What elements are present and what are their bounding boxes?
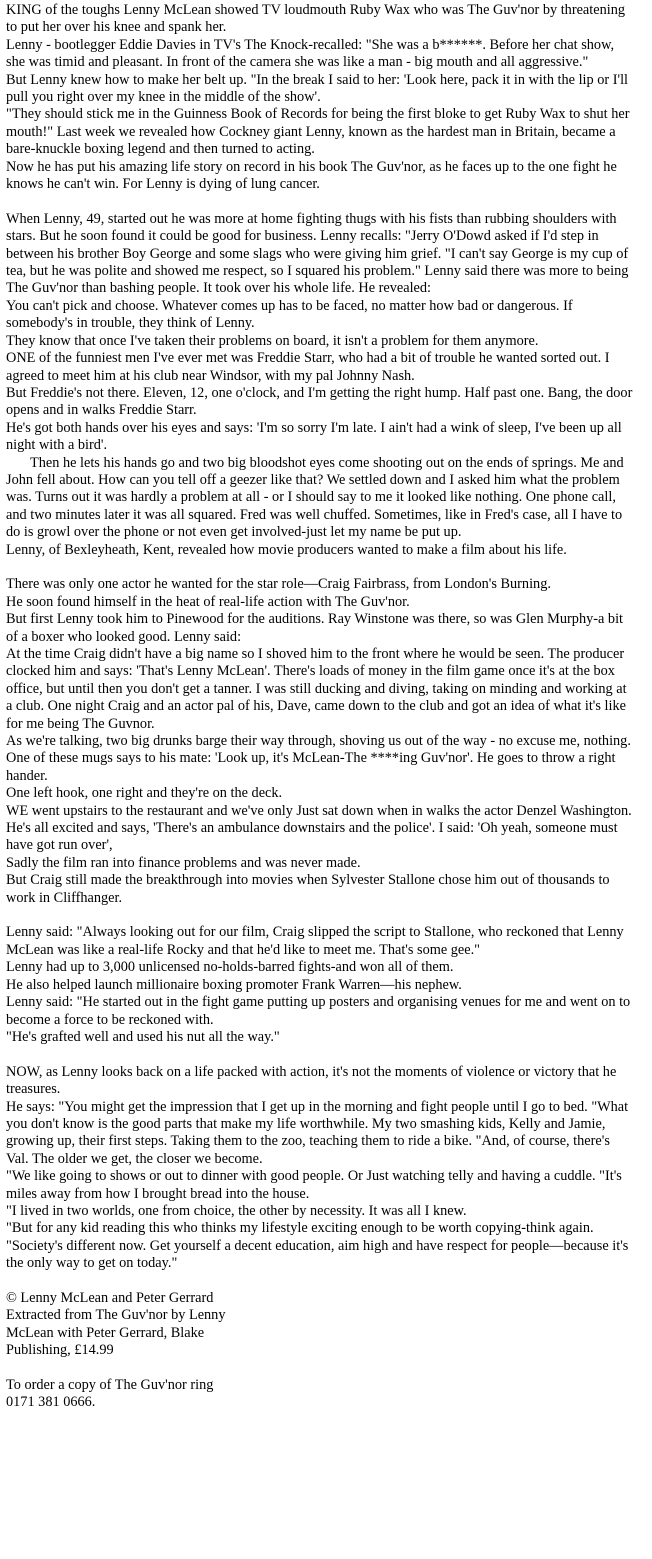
paragraph: But Craig still made the breakthrough into movies when Sylvester Stallone chose him out of thousands to work in Cliffhanger. <box>6 872 610 906</box>
paragraph-spacer <box>6 559 634 576</box>
paragraph: But first Lenny took him to Pinewood for the auditions. Ray Winstone was there, so was Glen Murphy-a bit of a boxer who looked good. Lenny said: <box>6 611 624 645</box>
paragraph: Lenny said: "Always looking out for our film, Craig slipped the script to Stallone, who reckoned that Lenny McLean was like a real-life Rocky and that he'd like to meet me. That's some gee." <box>6 924 624 958</box>
paragraph: "We like going to shows or out to dinner with good people. Or Just watching telly and having a cuddle. "It's miles away from how I brought bread into the house. <box>6 1168 622 1202</box>
paragraph: Sadly the film ran into finance problems and was never made. <box>6 854 361 871</box>
paragraph-spacer <box>6 907 634 924</box>
paragraph: But Freddie's not there. Eleven, 12, one o'clock, and I'm getting the right hump. Half past one. Bang, the door opens and in walks Freddie Starr. <box>6 384 633 419</box>
order-line: 0171 381 0666. <box>6 1394 96 1411</box>
paragraph: "Society's different now. Get yourself a decent education, aim high and have respect for people—because it's the only way to get on today." <box>6 1237 629 1272</box>
paragraph: NOW, as Lenny looks back on a life packed with action, it's not the moments of violence or victory that he treasures. <box>6 1063 617 1098</box>
paragraph: He also helped launch millionaire boxing promoter Frank Warren—his nephew. <box>6 976 462 993</box>
paragraph: Then he lets his hands go and two big bloodshot eyes come shooting out on the ends of springs. Me and John fell about. How can you tell off a geezer like that? We settled down and I asked him what the problem was. Turns out it was hardly a problem at all - or I should say to me it looked like nothing. One phone call, and two minutes later it was all squared. Fred was well chuffed. Sometimes, like in Fred's case, all I have to do is growl over the phone or not even get involved-just let my name be put up. <box>6 454 624 541</box>
extract-line: Publishing, £14.99 <box>6 1342 114 1359</box>
paragraph: He soon found himself in the heat of real-life action with The Guv'nor. <box>6 593 410 610</box>
paragraph: He's all excited and says, 'There's an ambulance downstairs and the police'. I said: 'Oh yeah, someone must have got run over', <box>6 820 618 854</box>
extract-line: McLean with Peter Gerrard, Blake <box>6 1324 205 1341</box>
order-line: To order a copy of The Guv'nor ring <box>6 1377 214 1393</box>
paragraph: There was only one actor he wanted for the star role—Craig Fairbrass, from London's Burning. <box>6 576 551 593</box>
paragraph: Lenny - bootlegger Eddie Davies in TV's The Knock-recalled: "She was a b******. Before her chat show, she was timid and pleasant. In front of the camera she was like a man - big mouth and all aggressive." <box>6 36 615 71</box>
paragraph: ONE of the funniest men I've ever met was Freddie Starr, who had a bit of trouble he wanted sorted out. I agreed to meet him at his club near Windsor, with my pal Johnny Nash. <box>6 350 610 384</box>
article-body <box>6 2 634 1412</box>
paragraph: They know that once I've taken their problems on board, it isn't a problem for them anymore. <box>6 332 539 349</box>
paragraph: Lenny, of Bexleyheath, Kent, revealed how movie producers wanted to make a film about his life. <box>6 541 567 558</box>
paragraph: As we're talking, two big drunks barge their way through, shoving us out of the way - no excuse me, nothing. <box>6 733 631 750</box>
paragraph-spacer <box>6 193 634 210</box>
paragraph: He's got both hands over his eyes and says: 'I'm so sorry I'm late. I ain't had a wink of sleep, I've been up all night with a bird'. <box>6 419 622 454</box>
paragraph: Now he has put his amazing life story on record in his book The Guv'nor, as he faces up to the one fight he knows he can't win. For Lenny is dying of lung cancer. <box>6 158 617 193</box>
paragraph: "He's grafted well and used his nut all the way." <box>6 1028 280 1045</box>
copyright-line: © Lenny McLean and Peter Gerrard <box>6 1289 214 1306</box>
paragraph: He says: "You might get the impression that I get up in the morning and fight people until I go to bed. "What you don't know is the good parts that make my life worthwhile. My two smashing kids, Kelly and Jamie, growing up, their first steps. Taking them to the zoo, teaching them to ride a bike. "And, of course, there's Val. The older we get, the closer we become. <box>6 1098 629 1167</box>
paragraph: At the time Craig didn't have a big name so I shoved him to the front where he would be seen. The producer clocked him and says: 'That's Lenny McLean'. There's loads of money in the film game once it's at the box office, but until then you don't get a tanner. I was still ducking and diving, taking on minding and working at a club. One night Craig and an actor pal of his, Dave, came down to the club and got an idea of what it's like for me being The Guvnor. <box>6 646 627 732</box>
paragraph-spacer <box>6 1273 634 1290</box>
paragraph: "But for any kid reading this who thinks my lifestyle exciting enough to be worth copying-think again. <box>6 1220 594 1237</box>
paragraph: When Lenny, 49, started out he was more at home fighting thugs with his fists than rubbing shoulders with stars. But he soon found it could be good for business. Lenny recalls: "Jerry O'Dowd asked if I'd step in between his brother Boy George and some slags who were giving him grief. "I can't say George is my cup of tea, but he was polite and showed me respect, so I squared his problem." Lenny said there was more to being The Guv'nor than bashing people. It took over his whole life. He revealed: <box>6 210 629 297</box>
paragraph-spacer <box>6 1046 634 1063</box>
paragraph: Lenny had up to 3,000 unlicensed no-holds-barred fights-and won all of them. <box>6 959 454 976</box>
paragraph: WE went upstairs to the restaurant and we've only Just sat down when in walks the actor Denzel Washington. <box>6 802 632 819</box>
paragraph: One of these mugs says to his mate: 'Look up, it's McLean-The ****ing Guv'nor'. He goes to throw a right hander. <box>6 750 616 784</box>
paragraph: "I lived in two worlds, one from choice, the other by necessity. It was all I knew. <box>6 1202 467 1219</box>
extract-line: Extracted from The Guv'nor by Lenny <box>6 1307 226 1324</box>
paragraph: Lenny said: "He started out in the fight game putting up posters and organising venues for me and went on to become a force to be reckoned with. <box>6 994 631 1028</box>
paragraph: But Lenny knew how to make her belt up. "In the break I said to her: 'Look here, pack it in with the lip or I'll pull you right over my knee in the middle of the show'. <box>6 71 629 106</box>
paragraph: KING of the toughs Lenny McLean showed TV loudmouth Ruby Wax who was The Guv'nor by threatening to put her over his knee and spank her. <box>6 2 626 36</box>
credits <box>6 1290 634 1412</box>
paragraph: "They should stick me in the Guinness Book of Records for being the first bloke to get Ruby Wax to shut her mouth!" Last week we revealed how Cockney giant Lenny, known as the hardest man in Britain, became a bare-knuckle boxing legend and then turned to acting. <box>6 106 630 158</box>
paragraph: One left hook, one right and they're on the deck. <box>6 785 283 802</box>
paragraph: You can't pick and choose. Whatever comes up has to be faced, no matter how bad or dangerous. If somebody's in trouble, they think of Lenny. <box>6 297 573 332</box>
paragraph-spacer <box>6 1360 634 1377</box>
